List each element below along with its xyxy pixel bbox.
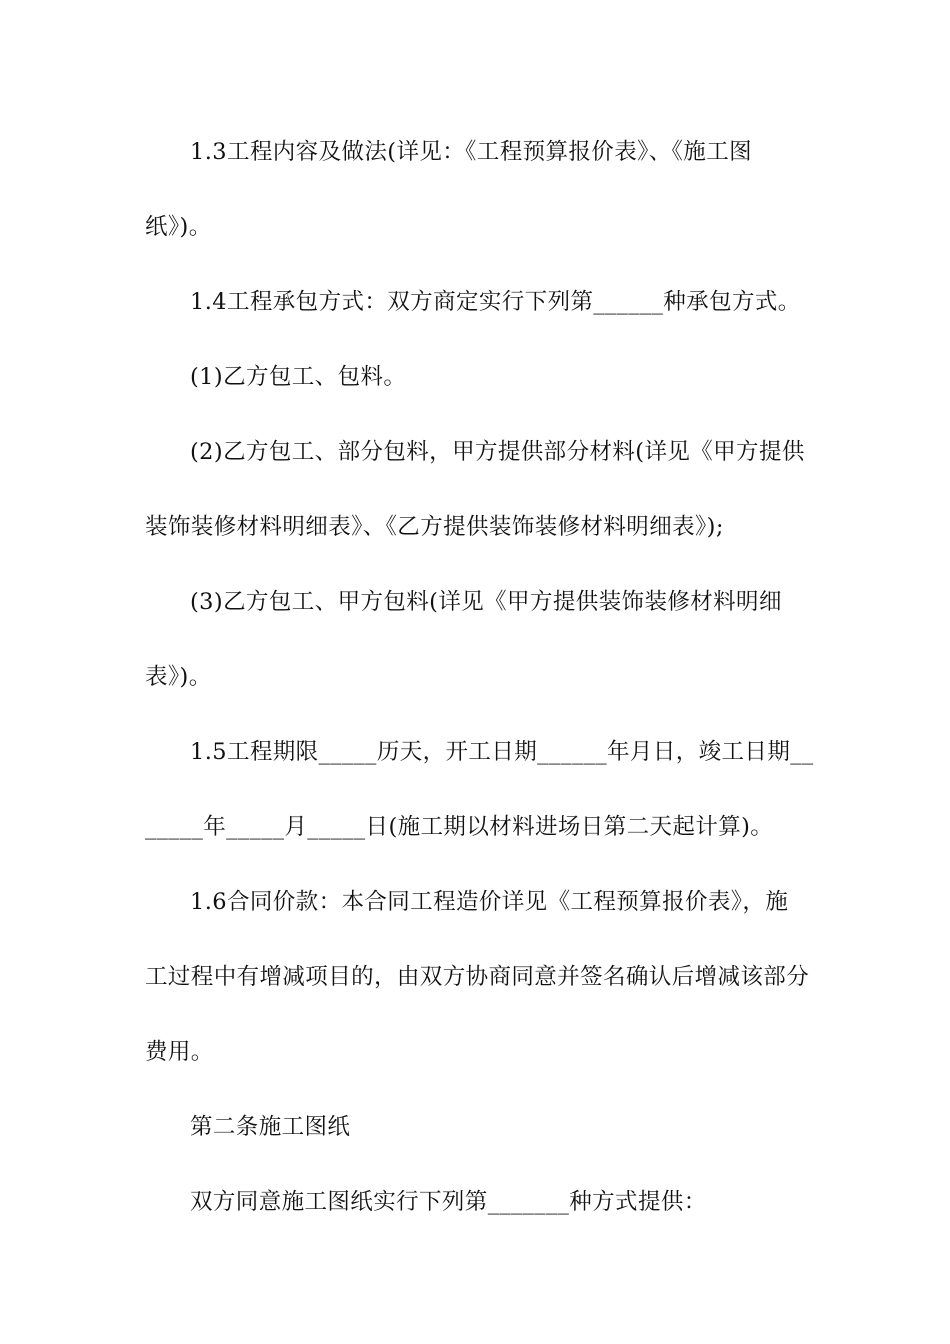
option-2-line-2: 装饰装修材料明细表》、《乙方提供装饰装修材料明细表》); — [145, 514, 724, 540]
option-2-line-1: (2)乙方包工、部分包料，甲方提供部分材料(详见《甲方提供 — [190, 439, 805, 465]
option-3-line-1: (3)乙方包工、甲方包料(详见《甲方提供装饰装修材料明细 — [190, 589, 782, 615]
article-2-text: 双方同意施工图纸实行下列第_______种方式提供： — [190, 1189, 707, 1215]
clause-1-5-line-1: 1.5工程期限_____历天，开工日期______年月日，竣工日期__ — [190, 739, 814, 765]
clause-1-4: 1.4工程承包方式：双方商定实行下列第______种承包方式。 — [190, 289, 801, 315]
clause-1-6-line-2: 工过程中有增减项目的，由双方协商同意并签名确认后增减该部分 — [145, 964, 810, 990]
clause-1-6-line-1: 1.6合同价款：本合同工程造价详见《工程预算报价表》，施 — [190, 889, 789, 915]
option-1: (1)乙方包工、包料。 — [190, 364, 407, 390]
clause-1-5-line-2: _____年_____月_____日(施工期以材料进场日第二天起计算)。 — [145, 814, 774, 840]
article-2-heading: 第二条施工图纸 — [190, 1114, 351, 1140]
clause-1-3-line-1: 1.3工程内容及做法(详见：《工程预算报价表》、《施工图 — [190, 139, 753, 165]
clause-1-6-line-3: 费用。 — [145, 1039, 214, 1065]
clause-1-3-line-2: 纸》)。 — [145, 214, 212, 240]
option-3-line-2: 表》)。 — [145, 664, 212, 690]
